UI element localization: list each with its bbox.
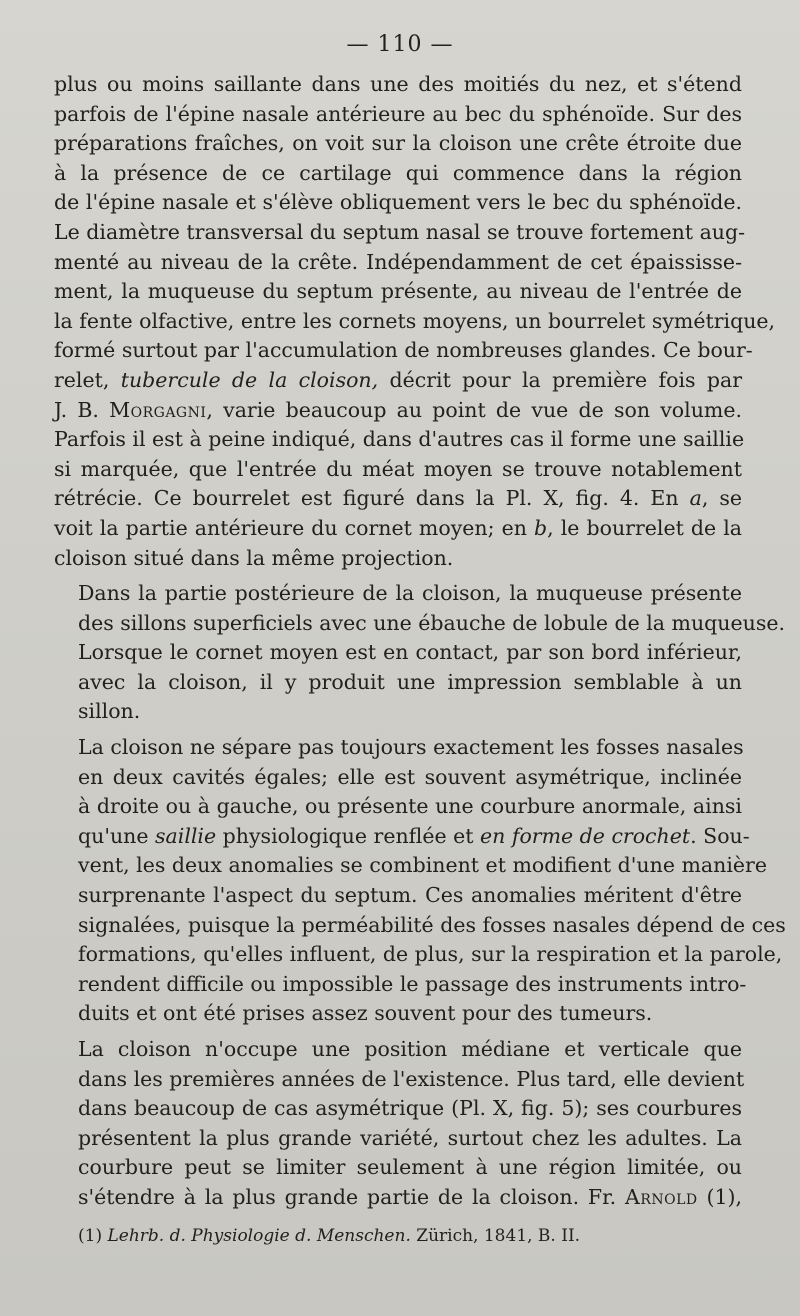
text-line: à droite ou à gauche, ou présente une courbure anormale, ainsi	[78, 794, 742, 819]
text-line: la fente olfactive, entre les cornets moyens, un bourrelet symétrique,	[54, 308, 776, 333]
text-line: Dans la partie postérieure de la cloison, la muqueuse présente	[78, 581, 742, 606]
author-name: Arnold	[625, 1184, 698, 1209]
text-run: s'étendre à la plus grande partie de la cloison. Fr.	[78, 1184, 626, 1209]
text-line: de l'épine nasale et s'élève obliquement vers le bec du sphénoïde.	[54, 190, 742, 215]
text-line: dans beaucoup de cas asymétrique (Pl. X, fig. 5); ses courbures	[78, 1096, 742, 1121]
text-line: surprenante l'aspect du septum. Ces anomalies méritent d'être	[78, 883, 742, 908]
text-run: (1),	[697, 1184, 742, 1209]
text-line	[54, 514, 742, 544]
text-line: La cloison n'occupe une position médiane et verticale que	[78, 1037, 742, 1061]
text-run: décrit pour la première fois par	[378, 367, 743, 392]
text-line	[54, 396, 742, 426]
text-run: qu'une	[78, 823, 156, 848]
text-line: courbure peut se limiter seulement à une région limitée, ou	[78, 1155, 742, 1180]
text-line: cloison situé dans la même projection.	[54, 545, 454, 570]
text-line: des sillons superficiels avec une ébauche de lobule de la muqueuse.	[78, 610, 786, 635]
italic-term: tubercule de la cloison,	[120, 367, 379, 392]
text-run: rétrécie. Ce bourrelet est figuré dans la Pl. X, fig. 4. En	[54, 486, 690, 511]
body-text	[54, 70, 786, 1215]
text-line	[54, 822, 750, 852]
footnote-marker: (1)	[78, 1226, 108, 1246]
text-line: formations, qu'elles influent, de plus, sur la respiration et la parole,	[78, 942, 783, 967]
italic-term: en forme de crochet	[480, 823, 691, 848]
text-line: duits et ont été prises assez souvent pour des tumeurs.	[78, 1001, 653, 1026]
text-line: menté au niveau de la crête. Indépendamment de cet épaississe-	[54, 249, 742, 274]
text-line: La cloison ne sépare pas toujours exactement les fosses nasales	[78, 735, 744, 760]
text-run: . Sou-	[690, 823, 750, 848]
footnote-reference: Zürich, 1841, B. II.	[410, 1226, 581, 1246]
text-line: signalées, puisque la perméabilité des fosses nasales dépend de ces	[78, 912, 786, 937]
text-line: vent, les deux anomalies se combinent et modifient d'une manière	[78, 853, 767, 878]
italic-term: saillie	[155, 823, 217, 848]
text-line: sillon.	[78, 699, 141, 724]
author-name: Morgagni	[109, 397, 207, 422]
page-number: — 110 —	[346, 32, 454, 57]
figure-letter: b	[534, 515, 548, 540]
text-line: dans les premières années de l'existence. Plus tard, elle devient	[78, 1066, 745, 1091]
paragraph-4	[54, 1035, 745, 1213]
footnote	[78, 1226, 580, 1246]
text-line	[54, 366, 742, 396]
text-line: plus ou moins saillante dans une des moitiés du nez, et s'étend	[54, 72, 742, 96]
text-line: Lorsque le cornet moyen est en contact, par son bord inférieur,	[78, 640, 742, 665]
text-line: à la présence de ce cartilage qui commence dans la région	[54, 160, 742, 185]
text-line: parfois de l'épine nasale antérieure au bec du sphénoïde. Sur des	[54, 101, 742, 126]
footnote-title: Lehrb. d. Physiologie d. Menschen.	[107, 1226, 411, 1246]
text-line: formé surtout par l'accumulation de nombreuses glandes. Ce bour-	[54, 338, 753, 363]
text-line: en deux cavités égales; elle est souvent asymétrique, inclinée	[78, 764, 742, 789]
text-run: , le bourrelet de la	[547, 515, 742, 540]
text-line: avec la cloison, il y produit une impression semblable à un	[78, 669, 742, 694]
text-line: Parfois il est à peine indiqué, dans d'autres cas il forme une saillie	[54, 427, 745, 452]
paragraph-2	[54, 579, 786, 727]
text-run: , varie beaucoup au point de vue de son volume.	[206, 397, 742, 422]
text-line: préparations fraîches, on voit sur la cloison une crête étroite due	[54, 131, 742, 156]
text-line: si marquée, que l'entrée du méat moyen se trouve notablement	[54, 456, 742, 481]
text-line	[54, 484, 742, 514]
figure-letter: a	[689, 486, 702, 511]
text-line	[54, 1183, 742, 1213]
text-run: , se	[701, 486, 742, 511]
text-run: relet,	[54, 367, 121, 392]
text-line: ment, la muqueuse du septum présente, au niveau de l'entrée de	[54, 279, 742, 304]
text-line: présentent la plus grande variété, surtout chez les adultes. La	[78, 1125, 742, 1150]
text-line: rendent difficile ou impossible le passage des instruments intro-	[78, 971, 747, 996]
text-run: physiologique renflée et	[216, 823, 480, 848]
paragraph-1	[54, 70, 776, 573]
paragraph-3	[54, 733, 786, 1029]
text-run: J. B.	[54, 397, 110, 422]
text-line: Le diamètre transversal du septum nasal se trouve fortement aug-	[54, 219, 746, 244]
text-run: voit la partie antérieure du cornet moyen; en	[54, 515, 535, 540]
